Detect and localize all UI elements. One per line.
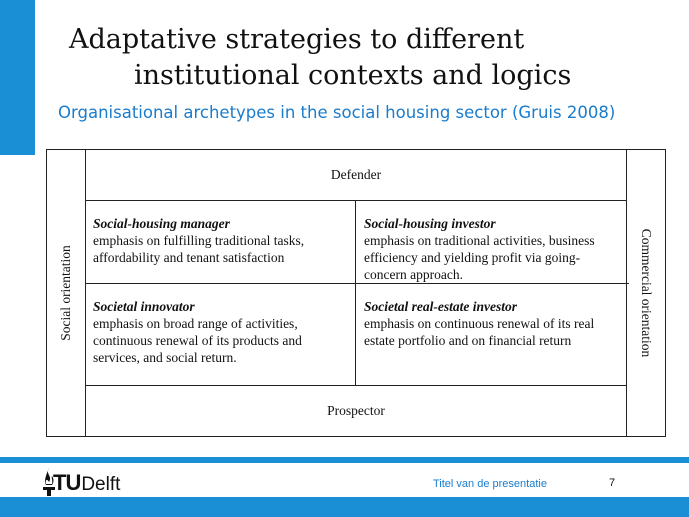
slide-title [0, 22, 689, 94]
page-number: 7 [609, 477, 616, 489]
prospector-band: Prospector [85, 385, 627, 436]
diagram-inner [85, 150, 627, 436]
bottom-accent-bar [0, 497, 689, 517]
slide-subtitle: Organisational archetypes in the social housing sector (Gruis 2008) [58, 103, 616, 122]
title-line-1: Adaptative strategies to different [69, 24, 525, 55]
cell-social-housing-investor [356, 201, 629, 284]
footer-divider [0, 457, 689, 463]
cell-title: Societal real-estate investor [364, 299, 517, 314]
commercial-orientation-label: Commercial orientation [639, 228, 654, 358]
presentation-title: Titel van de presentatie [433, 478, 547, 490]
right-axis-column [626, 150, 665, 436]
cell-title: Social-housing investor [364, 216, 496, 231]
cell-description: emphasis on broad range of activities, continuous renewal of its products and services, and social return. [93, 316, 302, 365]
tudelft-logo [42, 466, 120, 496]
title-line-2: institutional contexts and logics [134, 60, 572, 91]
cell-description: emphasis on fulfilling traditional tasks, affordability and tenant satisfaction [93, 233, 305, 265]
cell-description: emphasis on traditional activities, business efficiency and yielding profit via going-concern approach. [364, 233, 595, 282]
logo-tu-text: TU [53, 470, 81, 495]
logo-delft-text: Delft [81, 474, 121, 495]
cell-description: emphasis on continuous renewal of its real estate portfolio and on financial return [364, 316, 595, 348]
left-axis-column [47, 150, 86, 436]
archetype-diagram [46, 149, 666, 437]
social-orientation-label: Social orientation [58, 245, 73, 341]
defender-band: Defender [85, 150, 627, 201]
cell-societal-real-estate-investor [356, 284, 629, 385]
cell-societal-innovator [85, 284, 356, 385]
cell-title: Social-housing manager [93, 216, 230, 231]
cell-social-housing-manager [85, 201, 356, 284]
cell-title: Societal innovator [93, 299, 195, 314]
